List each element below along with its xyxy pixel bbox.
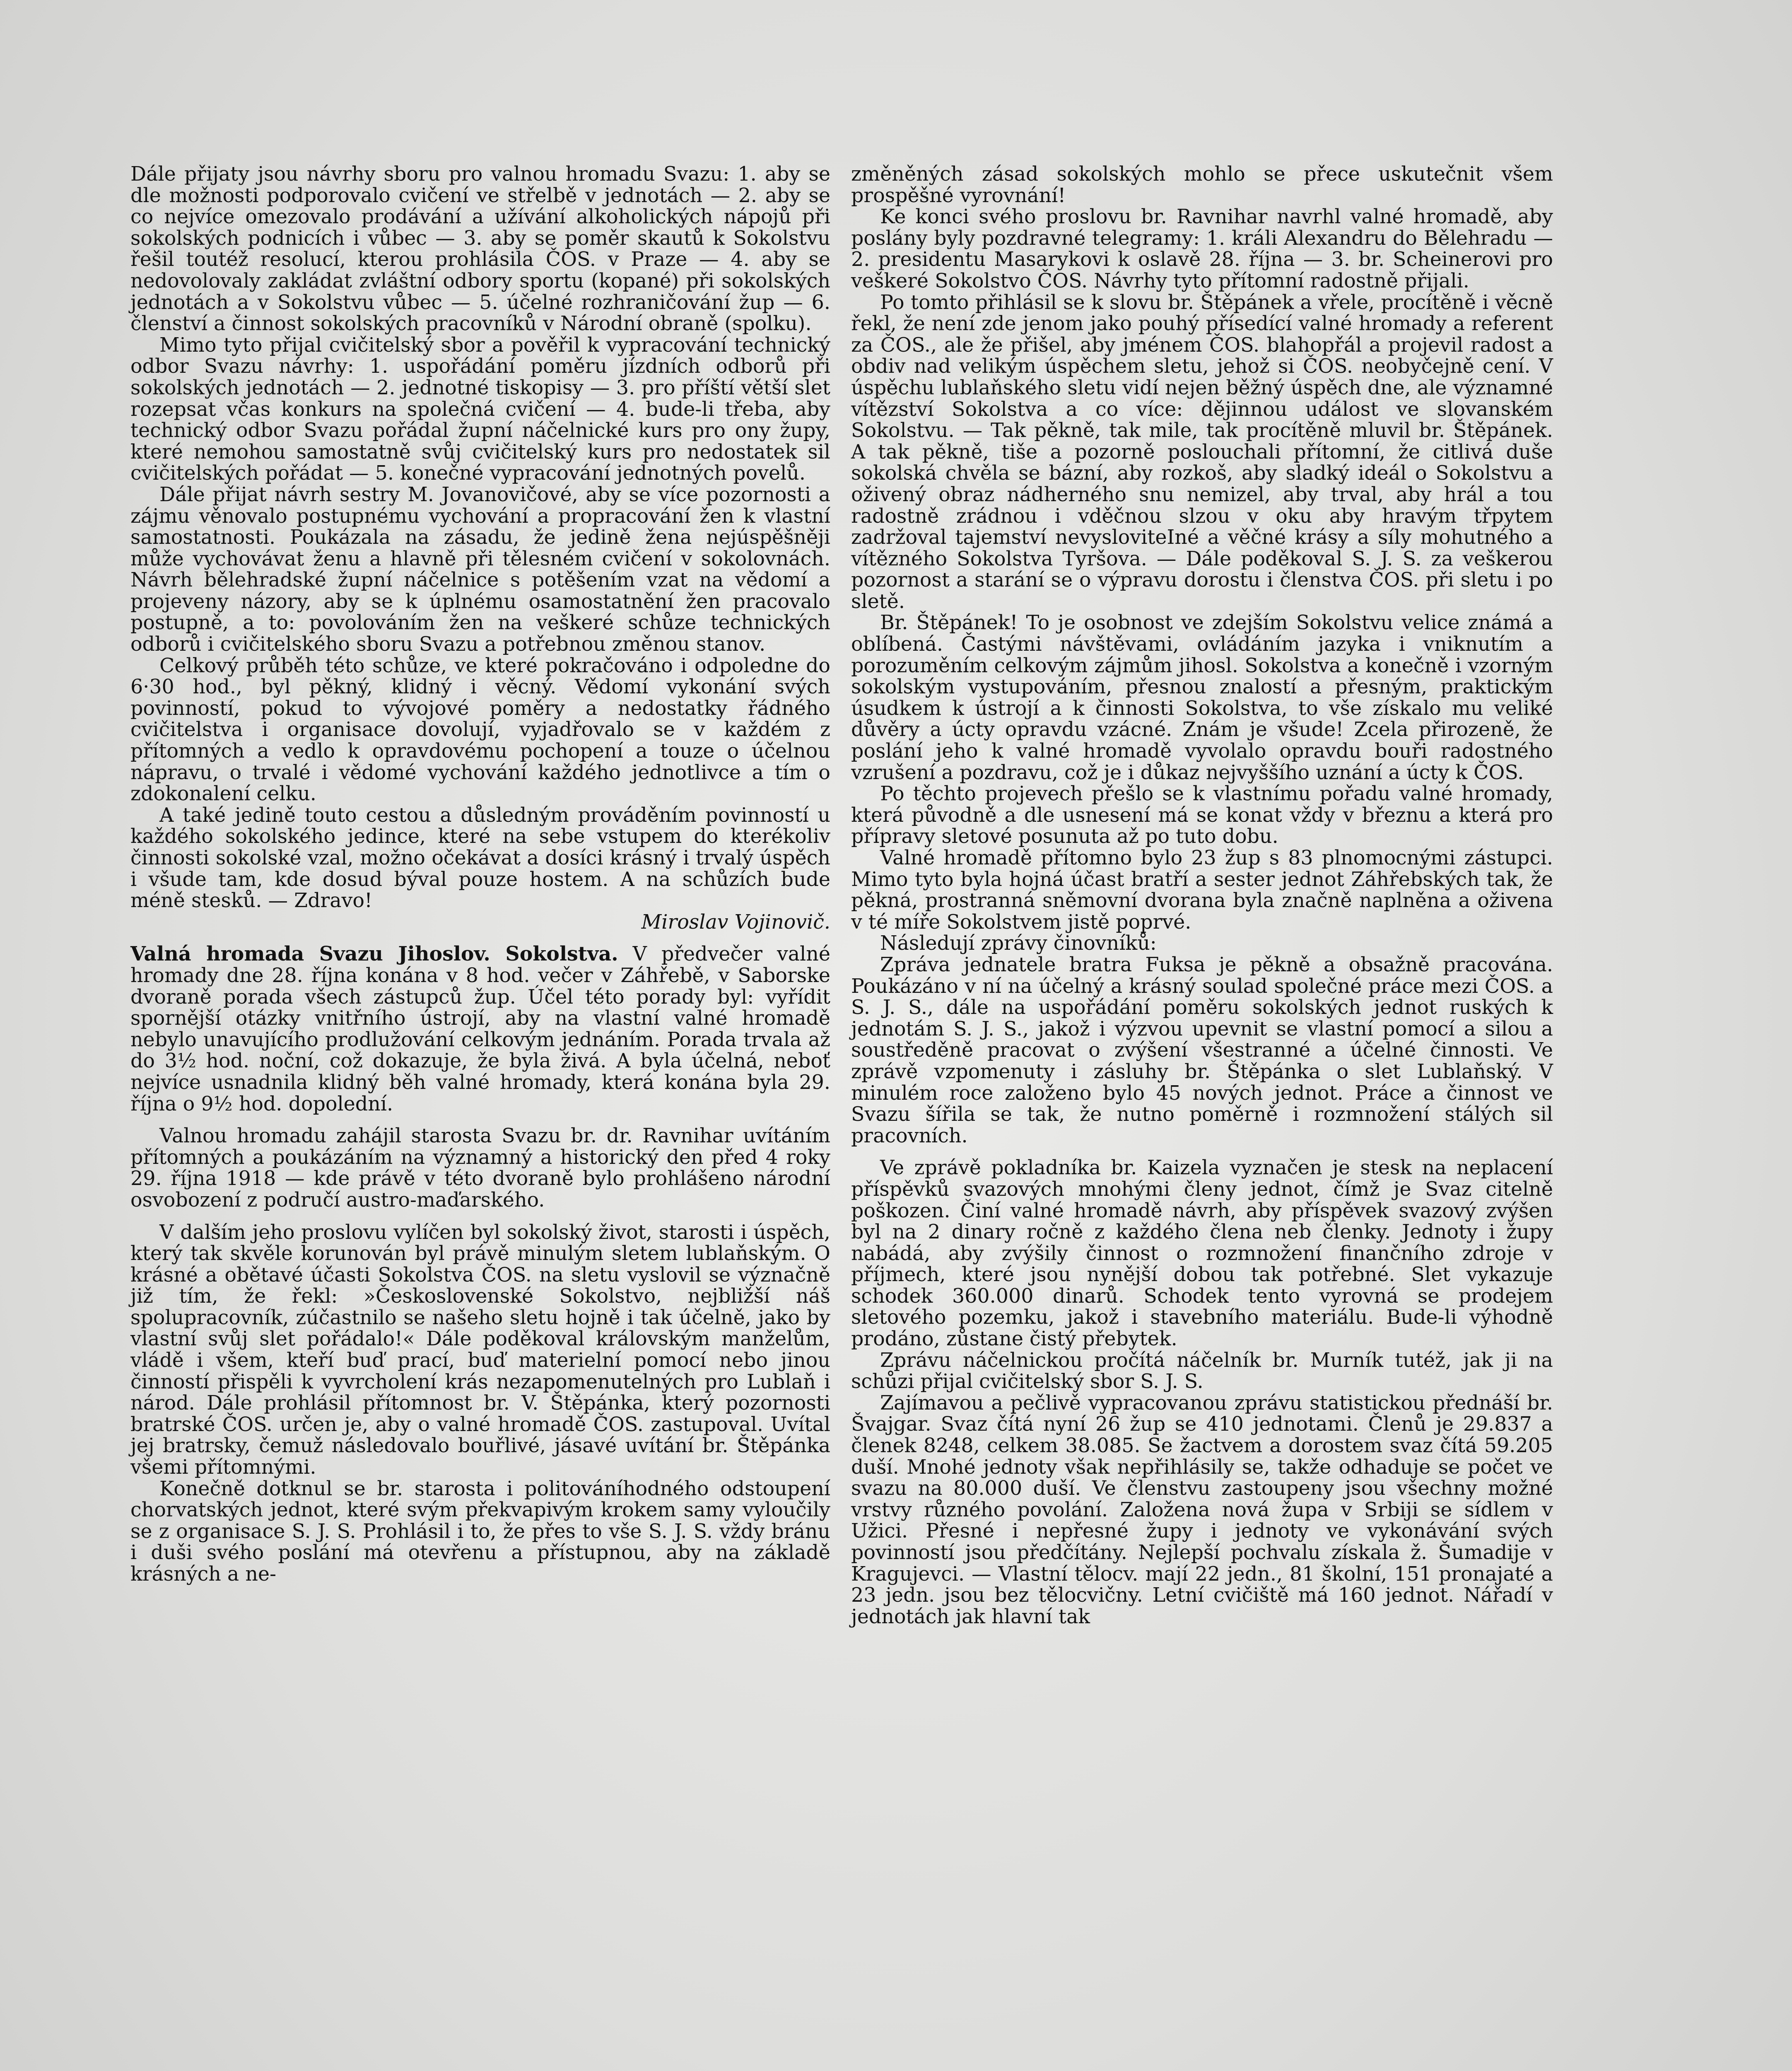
paragraph: Po těchto projevech přešlo se k vlastnímu pořadu valné hromady, která původně a dle usnesení má se konat vždy v březnu a která pro přípravy sletové posunuta až po tuto dobu. xyxy=(851,782,1553,848)
paragraph: Konečně dotknul se br. starosta i politováníhodného odstoupení chorvatských jednot, které svým překvapivým krokem samy vyloučily se z organisace S. J. S. Prohlásil i to, že přes to vše S. J. S. vždy bránu i duši svého poslání má otevřenu a přístupnou, aby na základě krásných a ne- xyxy=(130,1477,830,1586)
paragraph: Po tomto přihlásil se k slovu br. Štěpánek a vřele, procítěně i věcně řekl, že není zde jenom jako pouhý přísedící valné hromady a referent za ČOS., ale že přišel, aby jménem ČOS. blahopřál a projevil radost a obdiv nad velikým úspěchem sletu, jehož si ČOS. neobyčejně cení. V úspěchu lublaňského sletu vidí nejen běžný úspěch dne, ale významné vítězství Sokolstva a co více: dějinnou událost ve slovanském Sokolstvu. — Tak pěkně, tak mile, tak procítěně mluvil br. Štěpánek. A tak pěkně, tiše a pozorně poslouchali přítomní, že citlivá duše sokolská chvěla se bázní, aby rozkoš, aby sladký ideál o Sokolstvu a oživený obraz nádherného snu nemizel, aby trval, aby hrál a tou radostně zrádnou i vděčnou slzou v oku aby hravým třpytem zadržoval tajemství nevysloviteIné a věčné krásy a síly mohutného a vítězného Sokolstva Tyršova. — Dále poděkoval S. J. S. za veškerou pozornost a starání se o výpravu dorostu i členstva ČOS. při sletu i po sletě. xyxy=(851,291,1553,613)
section-text: V předvečer valné hromady dne 28. října konána v 8 hod. večer v Záhřebě, v Saborske dvoraně porada všech zástupců žup. Účel této porady byl: vyřídit spornější otázky vnitřního ústrojí, aby na vlastní valné hromadě nebylo unavujícího prodlužování celkovým jednáním. Porada trvala až do 3½ hod. noční, což dokazuje, že byla živá. A byla účelná, neboť nejvíce usnadnila klidný běh valné hromady, která konána byla 29. října o 9½ hod. dopolední. xyxy=(130,943,830,1115)
right-column xyxy=(851,164,1553,1627)
paragraph: Ke konci svého proslovu br. Ravnihar navrhl valné hromadě, aby poslány byly pozdravné telegramy: 1. králi Alexandru do Bělehradu — 2. presidentu Masarykovi k oslavě 28. října — 3. br. Scheinerovi pro veškeré Sokolstvo ČOS. Návrhy tyto přítomní radostně přijali. xyxy=(851,205,1553,292)
paragraph: Ve zprávě pokladníka br. Kaizela vyznačen je stesk na neplacení příspěvků svazových mnohými členy jednot, čímž je Svaz citelně poškozen. Činí valné hromadě návrh, aby příspěvek svazový zvýšen byl na 2 dinary ročně z každého člena neb členky. Jednoty i župy nabádá, aby zvýšily činnost o rozmnožení finančního zdroje v příjmech, které jsou nynější dobou tak potřebné. Slet vykazuje schodek 360.000 dinarů. Schodek tento vyrovná se prodejem sletového pozemku, jakož i stavebního materiálu. Bude-li výhodně prodáno, zůstane čistý přebytek. xyxy=(851,1156,1553,1351)
paragraph: změněných zásad sokolských mohlo se přece uskutečnit všem prospěšné vyrovnání! xyxy=(851,163,1553,207)
paragraph: Valné hromadě přítomno bylo 23 žup s 83 plnomocnými zástupci. Mimo tyto byla hojná účast bratří a sester jednot Záhřebských tak, že pěkná, prostranná sněmovní dvorana byla značně naplněna a oživena v té míře Sokolstvem jistě poprvé. xyxy=(851,847,1553,934)
paragraph: Dále přijaty jsou návrhy sboru pro valnou hromadu Svazu: 1. aby se dle možnosti podporovalo cvičení ve střelbě v jednotách — 2. aby se co nejvíce omezovalo prodávání a užívání alkoholických nápojů při sokolských podnicích i vůbec — 3. aby se poměr skautů k Sokolstvu řešil toutéž resolucí, kterou prohlásila ČOS. v Praze — 4. aby se nedovolovaly zakládat zvláštní odbory sportu (kopané) při sokolských jednotách a v Sokolstvu vůbec — 5. účelné rozhraničování žup — 6. členství a činnost sokolských pracovníků v Národní obraně (spolku). xyxy=(130,163,830,336)
paragraph: Zajímavou a pečlivě vypracovanou zprávu statistickou přednáší br. Švajgar. Svaz čítá nyní 26 žup se 410 jednotami. Členů je 29.837 a členek 8248, celkem 38.085. Se žactvem a dorostem svaz čítá 59.205 duší. Mnohé jednoty však nepřihlásily se, takže odhaduje se počet ve svazu na 80.000 duší. Ve členstvu zastoupeny jsou všechny možné vrstvy různého povolání. Založena nová župa v Srbiji se sídlem v Užici. Přesné i nepřesné župy i jednoty ve vykonávání svých povinností jsou předčítány. Nejlepší pochvalu získala ž. Šumadije v Kragujevci. — Vlastní tělocv. mají 22 jedn., 81 školní, 151 pronajaté a 23 jedn. jsou bez tělocvičny. Letní cvičiště má 160 jednot. Nářadí v jednotách jak hlavní tak xyxy=(851,1391,1553,1628)
paragraph: V dalším jeho proslovu vylíčen byl sokolský život, starosti i úspěch, který tak skvěle korunován byl právě minulým sletem lublaňským. O krásné a obětavé účasti Sokolstva ČOS. na sletu vyslovil se význačně již tím, že řekl: »Československé Sokolstvo, nejbližší náš spolupracovník, zúčastnilo se našeho sletu hojně i tak účelně, jako by vlastní svůj slet pořádalo!« Dále poděkoval královským manželům, vládě i všem, kteří buď prací, buď materielní pomocí nebo jinou činností přispěli k vyvrcholení krás nezapomenutelných pro Lublaň i národ. Dále prohlásil přítomnost br. V. Štěpánka, který pozornosti bratrské ČOS. určen je, aby o valné hromadě ČOS. zastupoval. Uvítal jej bratrsky, čemuž následovalo bouřlivé, jásavé uvítání br. Štěpánka všemi přítomnými. xyxy=(130,1221,830,1479)
paragraph: Valnou hromadu zahájil starosta Svazu br. dr. Ravnihar uvítáním přítomných a poukázáním na významný a historický den před 4 roky 29. října 1918 — kde právě v této dvoraně bylo prohlášeno národní osvobození z područí austro-maďarského. xyxy=(130,1125,830,1212)
section-paragraph xyxy=(130,944,830,1115)
paragraph: Zprávu náčelnickou pročítá náčelník br. Murník tutéž, jak ji na schůzi přijal cvičitelský sbor S. J. S. xyxy=(851,1349,1553,1393)
paragraph: Zpráva jednatele bratra Fuksa je pěkně a obsažně pracována. Poukázáno v ní na účelný a krásný soulad společné práce mezi ČOS. a S. J. S., dále na uspořádání poměru sokolských jednot ruských k jednotám S. J. S., jakož i výzvou upevnit se vlastní pomocí a silou a soustředěně pracovat o zvýšení všestranné a účelné činnosti. Ve zprávě vzpomenuty i zásluhy br. Štěpánka o slet Lublaňský. V minulém roce založeno bylo 45 nových jednot. Práce a činnost ve Svazu šířila se tak, že nutno poměrně i rozmnožení stálých sil pracovních. xyxy=(851,953,1553,1147)
signature: Miroslav Vojinovič. xyxy=(641,910,830,934)
paragraph: Dále přijat návrh sestry M. Jovanovičové, aby se více pozornosti a zájmu věnovalo postupnému vychování a propracování žen k vlastní samostatnosti. Poukázala na zásadu, že jedině žena nejúspěšněji může vychovávat ženu a hlavně při tělesném cvičení v sokolovnách. Návrh bělehradské župní náčelnice s potěšením vzat na vědomí a projeveny názory, aby se k úplnému osamostatnění žen pracovalo postupně, a to: povolováním žen na veškeré schůze technických odborů i cvičitelského sboru Svazu a potřebnou změnou stanov. xyxy=(130,483,830,656)
paragraph: A také jedině touto cestou a důsledným prováděním povinností u každého sokolského jedince, které na sebe vstupem do kterékoliv činnosti sokolské vzal, možno očekávat a dosíci krásný i trvalý úspěch i všude tam, kde dosud býval pouze hostem. A na schůzích bude méně stesků. — Zdravo! xyxy=(130,804,830,912)
left-column xyxy=(130,164,830,1585)
paragraph: Celkový průběh této schůze, ve které pokračováno i odpoledne do 6·30 hod., byl pěkný, klidný i věcný. Vědomí vykonání svých povinností, pokud to vývojové poměry a nedostatky řádného cvičitelstva i organisace dovolují, vyjadřovalo se v každém z přítomných a vedlo k opravdovému pochopení a touze o účelnou nápravu, o trvalé i vědomé vychování každého jednotlivce a tím o zdokonalení celku. xyxy=(130,654,830,806)
paragraph: Br. Štěpánek! To je osobnost ve zdejším Sokolstvu velice známá a oblíbená. Častými návštěvami, ovládáním jazyka i vniknutím a porozuměním celkovým zájmům jihosl. Sokolstva a konečně i vzorným sokolským vystupováním, přesnou znalostí a přesným, praktickým úsudkem k ústrojí a k činnosti Sokolstva, to vše získalo mu veliké důvěry a úcty opravdu vzácné. Znám je všude! Zcela přirozeně, že poslání jeho k valné hromadě vyvolalo opravdu bouři radostného vzrušení a pozdravu, což je i důkaz nejvyššího uznání a úcty k ČOS. xyxy=(851,611,1553,784)
paragraph: Mimo tyto přijal cvičitelský sbor a pověřil k vypracování technický odbor Svazu návrhy: 1. uspořádání poměru jízdních odborů při sokolských jednotách — 2. jednotné tiskopisy — 3. pro příští větší slet rozepsat včas konkurs na společná cvičení — 4. bude-li třeba, aby technický odbor Svazu pořádal župní náčelnické kurs pro ony župy, které nemohou samostatně svůj cvičitelský kurs pro nedostatek sil cvičitelských pořádat — 5. konečné vypracování jednotných povelů. xyxy=(130,333,830,485)
section-heading: Valná hromada Svazu Jihoslov. Sokolstva. xyxy=(130,942,618,966)
paragraph: Následují zprávy činovníků: xyxy=(880,932,1157,955)
